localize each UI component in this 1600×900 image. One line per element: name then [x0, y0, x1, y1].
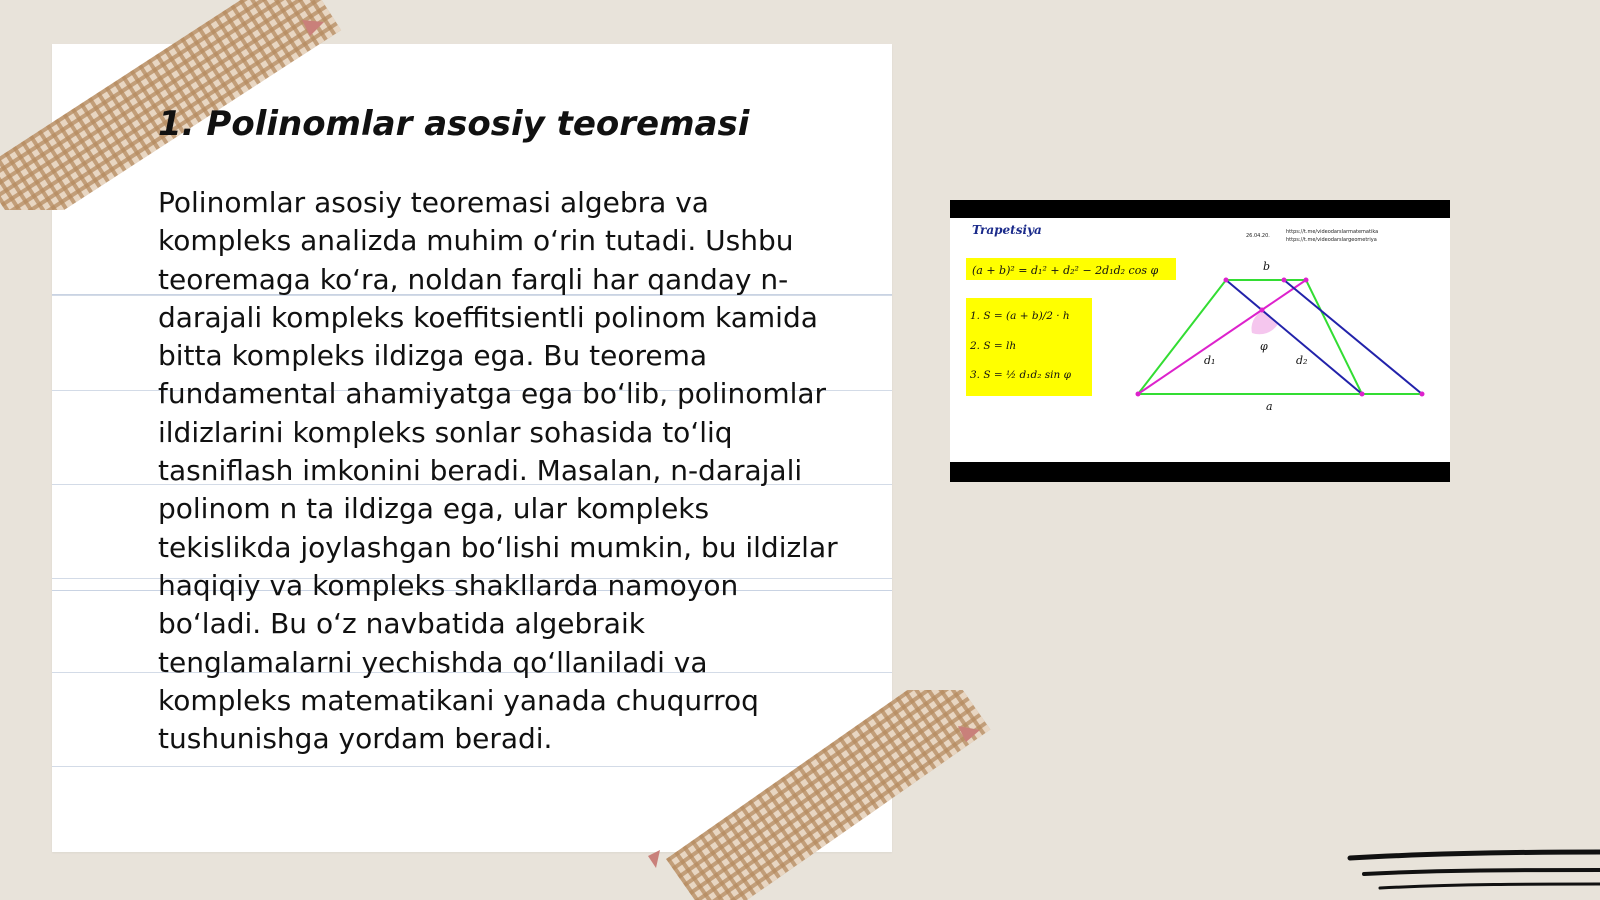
cosine-formula: (a + b)² = d₁² + d₂² − 2d₁d₂ cos φ [972, 264, 1159, 277]
figure-link-1: https://t.me/videodarslarmatematika [1286, 229, 1379, 235]
label-phi: φ [1260, 340, 1268, 353]
slide-paragraph: Polinomlar asosiy teoremasi algebra va kompleks analizda muhim o‘rin tutadi. Ushbu teoremaga ko‘ra, noldan farqli har qanday n-darajali kompleks koeffitsientli polinom kamida bitta kompleks ildizga ega. Bu teorema fundamental ahamiyatga ega bo‘lib, polinomlar ildizlarini kompleks sonlar sohasida to‘liq tasniflash imkonini beradi. Masalan, n-darajali polinom n ta ildizga ega, ular kompleks tekislikda joylashgan bo‘lishi mumkin, bu ildizlar haqiqiy va kompleks shakllarda namoyon bo‘ladi. Bu o‘z navbatida algebraik tenglamalarni yechishda qo‘llaniladi va kompleks matematikani yanada chuqurroq tushunishga yordam beradi. [158, 186, 838, 756]
trapezoid-figure [950, 200, 1450, 482]
area-formula-3: 3. S = ½ d₁d₂ sin φ [970, 369, 1071, 381]
decorative-lines [1340, 840, 1600, 900]
trapezoid-diagram [950, 218, 1450, 462]
diagonal-d2 [1226, 280, 1362, 394]
label-a: a [1266, 400, 1273, 413]
area-formula-1: 1. S = (a + b)/2 · h [970, 310, 1070, 322]
figure-heading: Trapetsiya [972, 223, 1042, 237]
label-d2: d₂ [1296, 354, 1308, 367]
diagonal-d1 [1138, 280, 1306, 394]
label-b: b [1263, 260, 1271, 273]
label-d1: d₁ [1204, 354, 1216, 367]
area-formula-2: 2. S = lh [970, 340, 1017, 352]
figure-date: 26.04.20. [1246, 233, 1270, 239]
slide-title: 1. Polinomlar asosiy teoremasi [158, 104, 750, 144]
trapezoid-shape [1138, 280, 1362, 394]
figure-link-2: https://t.me/videodarslargeometriya [1286, 237, 1377, 243]
